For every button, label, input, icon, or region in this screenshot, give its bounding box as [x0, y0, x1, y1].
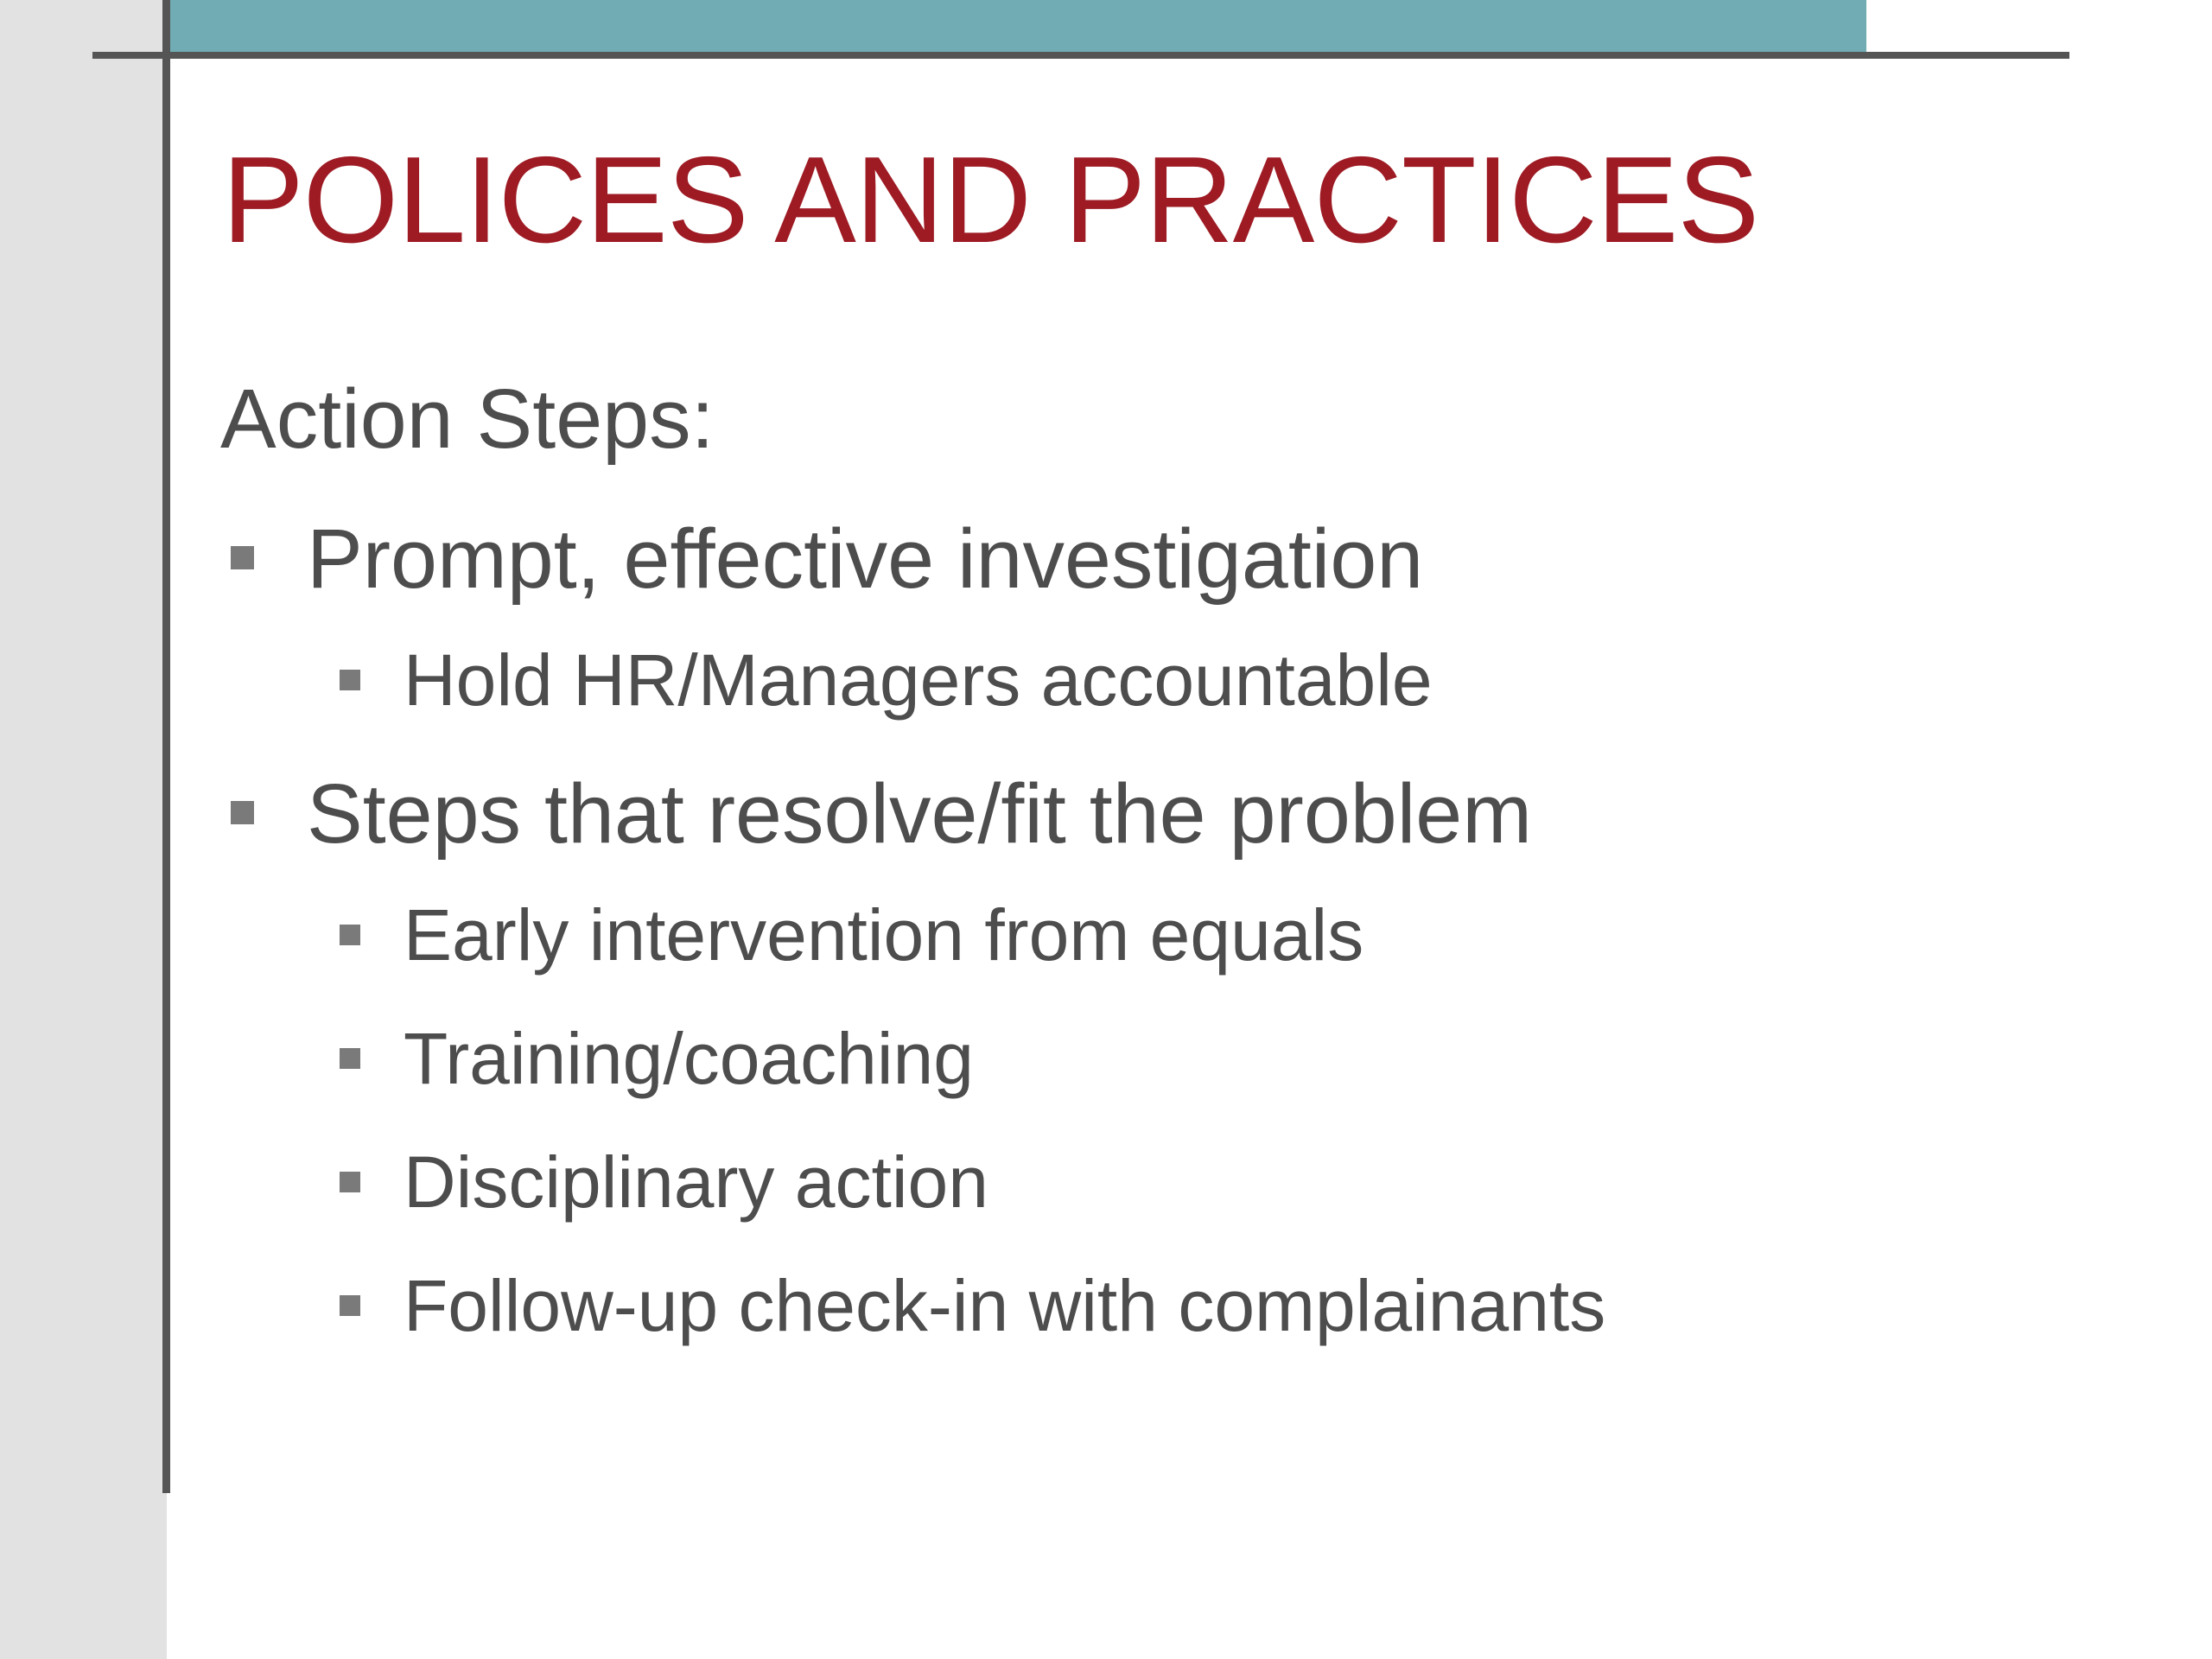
- square-bullet-icon: [231, 801, 254, 824]
- slide-title: POLICES AND PRACTICES: [222, 131, 1759, 269]
- bullet-text: Hold HR/Managers accountable: [404, 639, 1433, 721]
- bullet-text: Prompt, effective investigation: [307, 512, 1424, 606]
- sub-bullet-item: [220, 890, 2121, 981]
- horizontal-rule: [92, 52, 2069, 59]
- top-accent-band: [168, 0, 1866, 54]
- bullet-item: [220, 762, 2121, 866]
- sub-bullet-item: [220, 1261, 2121, 1351]
- bullet-item: [220, 507, 2121, 611]
- bullet-text: Disciplinary action: [404, 1141, 988, 1223]
- sub-bullet-item: [220, 1137, 2121, 1228]
- action-steps-heading: Action Steps:: [220, 372, 715, 466]
- square-bullet-icon: [340, 1048, 360, 1069]
- left-side-panel: [0, 0, 167, 1659]
- sub-bullet-item: [220, 635, 2121, 726]
- bullet-text: Early intervention from equals: [404, 894, 1364, 976]
- bullet-text: Steps that resolve/fit the problem: [307, 766, 1533, 861]
- slide-body: [220, 367, 2121, 1351]
- sub-bullet-item: [220, 1014, 2121, 1104]
- square-bullet-icon: [231, 546, 254, 569]
- bullet-list: [220, 507, 2121, 1351]
- square-bullet-icon: [340, 1172, 360, 1192]
- square-bullet-icon: [340, 925, 360, 945]
- square-bullet-icon: [340, 1295, 360, 1316]
- bullet-text: Follow-up check-in with complainants: [404, 1265, 1606, 1346]
- square-bullet-icon: [340, 670, 360, 690]
- bullet-text: Training/coaching: [404, 1018, 974, 1099]
- vertical-rule: [162, 0, 170, 1493]
